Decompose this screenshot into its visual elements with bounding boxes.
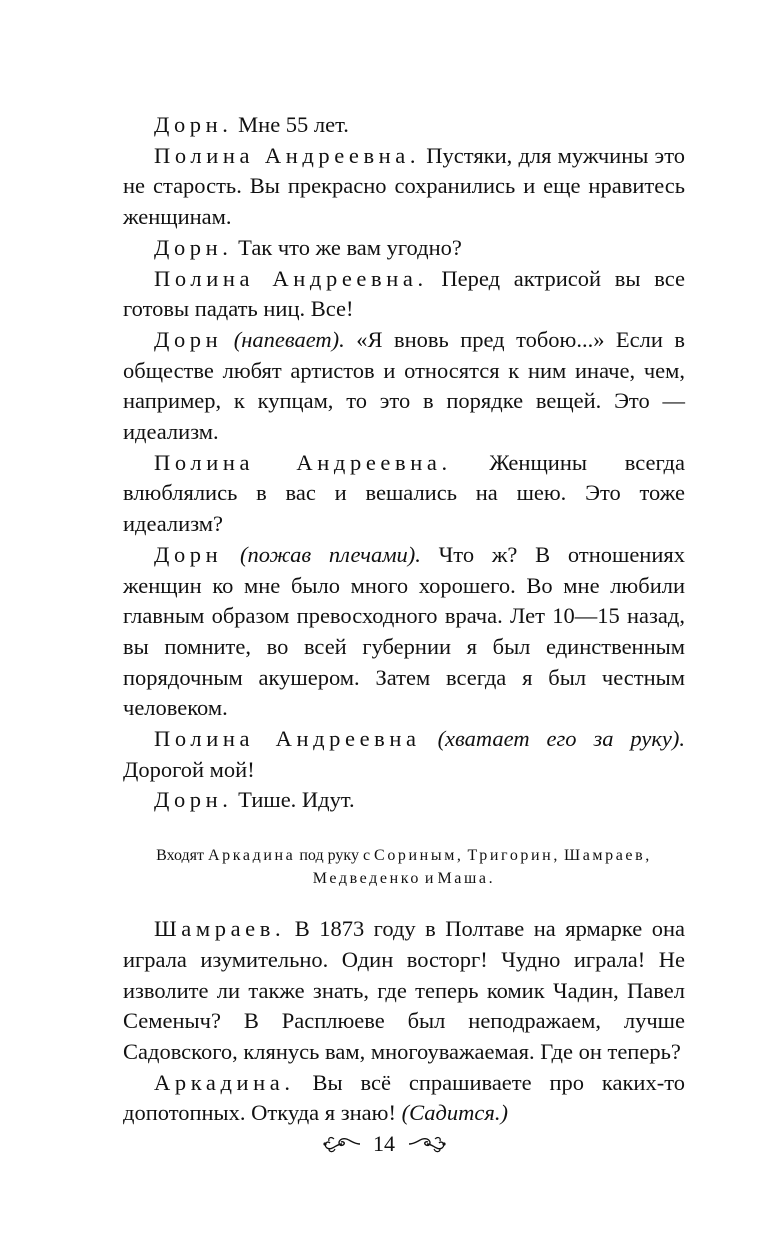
line-shamraev-1: [123, 914, 685, 1068]
line-dorn-4: [123, 540, 685, 724]
speech: В 1873 году в Полтаве на ярмарке она играла изумительно. Один восторг! Чудно играла! Не изволите ли также знать, где теперь комик Чадин, Павел Семеныч? В Расплюеве был неподражаем, лучше Садовского, клянусь вам, многоуважаемая. Где он теперь?: [123, 916, 685, 1064]
line-polina-4: [123, 724, 685, 785]
character-name: Тригорин,: [467, 847, 560, 865]
line-dorn-1: [123, 110, 685, 141]
speech: Вы всё спрашиваете про каких-то допотопных. Откуда я знаю!: [123, 1069, 685, 1126]
page-number: 14: [373, 1130, 395, 1156]
speaker-name: Шамраев.: [154, 916, 286, 942]
line-arkadina-1: [123, 1068, 685, 1129]
speaker-name: Дорн.: [154, 112, 233, 137]
speech: Так что же вам угодно?: [232, 234, 462, 260]
character-name: Маша.: [437, 870, 496, 888]
speaker-name: Полина Андреевна: [154, 726, 421, 752]
line-polina-3: [123, 448, 685, 540]
ornament-left-icon: [322, 1133, 362, 1155]
speaker-name: Аркадина.: [154, 1069, 295, 1095]
speech: Перед актрисой вы все готовы падать ниц. Все!: [123, 265, 685, 322]
ornament-right-icon: [407, 1133, 447, 1155]
speaker-name: Полина Андреевна.: [154, 449, 452, 475]
speech: Мне 55 лет.: [232, 112, 349, 137]
speaker-name: Дорн.: [154, 787, 233, 813]
character-name: Аркадина: [208, 847, 296, 865]
character-name: Медведенко: [312, 870, 421, 888]
page-text: [123, 110, 685, 1129]
character-name: Сориным,: [374, 847, 464, 865]
speech: Тише. Идут.: [232, 787, 355, 813]
speaker-name: Полина Андреевна.: [154, 142, 421, 168]
character-name: Шамраев,: [563, 847, 652, 865]
line-dorn-2: [123, 233, 685, 264]
stage-remark: (пожав плечами).: [222, 541, 421, 567]
speech: Женщины всегда влюблялись в вас и вешались на шею. Это тоже идеализм?: [123, 449, 685, 537]
line-polina-2: [123, 264, 685, 325]
line-dorn-5: [123, 785, 685, 816]
speaker-name: Полина Андреевна.: [154, 265, 428, 291]
stage-remark: (Садится.): [395, 1100, 508, 1126]
line-polina-1: [123, 141, 685, 233]
speech: «Я вновь пред тобою...» Если в обществе любят артистов и относятся к ним иначе, чем, например, к купцам, то это в порядке вещей. Это — идеализм.: [123, 326, 686, 445]
speaker-name: Дорн.: [154, 234, 233, 260]
speech: Дорогой мой!: [123, 756, 255, 782]
stage-remark: (напевает).: [222, 326, 345, 352]
speech: Пустяки, для мужчины это не старость. Вы прекрасно сохранились и еще нравитесь женщинам.: [123, 142, 685, 230]
speaker-name: Дорн: [154, 541, 223, 567]
stage-direction: Входят Аркадина под руку с Сориным, Тригорин, Шамраев, Медведенко и Маша.: [156, 847, 652, 888]
speech: Что ж? В отношениях женщин ко мне было много хорошего. Во мне любили главным образом превосходного врача. Лет 10—15 назад, вы помните, во всей губернии я был единственным порядочным акушером. Затем всегда я был честным человеком.: [123, 541, 685, 721]
line-dorn-3: [123, 325, 685, 448]
page-footer: [0, 1127, 768, 1159]
speaker-name: Дорн: [154, 326, 223, 352]
stage-remark: (хватает его за руку).: [420, 726, 685, 752]
